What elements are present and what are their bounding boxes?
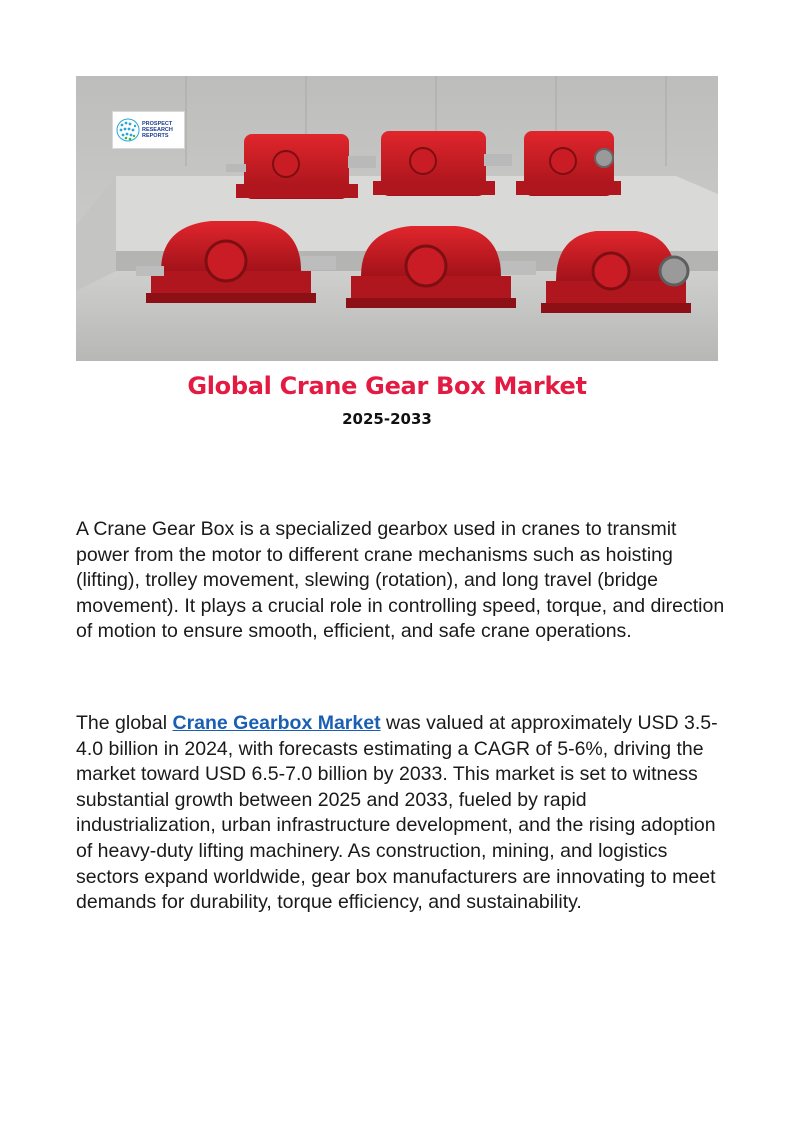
- globe-icon: [116, 117, 140, 143]
- logo-line1: PROSPECT: [142, 121, 173, 127]
- paragraph-suffix: was valued at approximately USD 3.5-4.0 billion in 2024, with forecasts estimating a CAGR of 5-6%, driving the market toward USD 6.5-7.0 billion by 2033. This market is set to witness substantial growth between 2025 and 2033, fueled by rapid industrialization, urban infrastructure development, and the rising adoption of heavy-duty lifting machinery. As construction, mining, and logistics sectors expand worldwide, gear box manufacturers are innovating to meet demands for durability, torque efficiency, and sustainability.: [76, 712, 718, 914]
- page-title: Global Crane Gear Box Market: [187, 372, 587, 400]
- intro-paragraph: A Crane Gear Box is a specialized gearbox used in cranes to transmit power from the motor to different crane mechanisms such as hoisting (lifting), trolley movement, slewing (rotation), and long travel (bridge movement). It plays a crucial role in controlling speed, torque, and direction of motion to ensure smooth, efficient, and safe crane operations.: [76, 518, 725, 643]
- page-subtitle-years: 2025-2033: [342, 410, 432, 428]
- hero-image: [76, 76, 718, 361]
- paragraph-prefix: The global: [76, 712, 173, 734]
- market-paragraph: [76, 711, 726, 916]
- logo-line2: RESEARCH REPORTS: [142, 127, 173, 139]
- crane-gearbox-market-link[interactable]: Crane Gearbox Market: [172, 712, 381, 734]
- brand-logo: [112, 111, 185, 149]
